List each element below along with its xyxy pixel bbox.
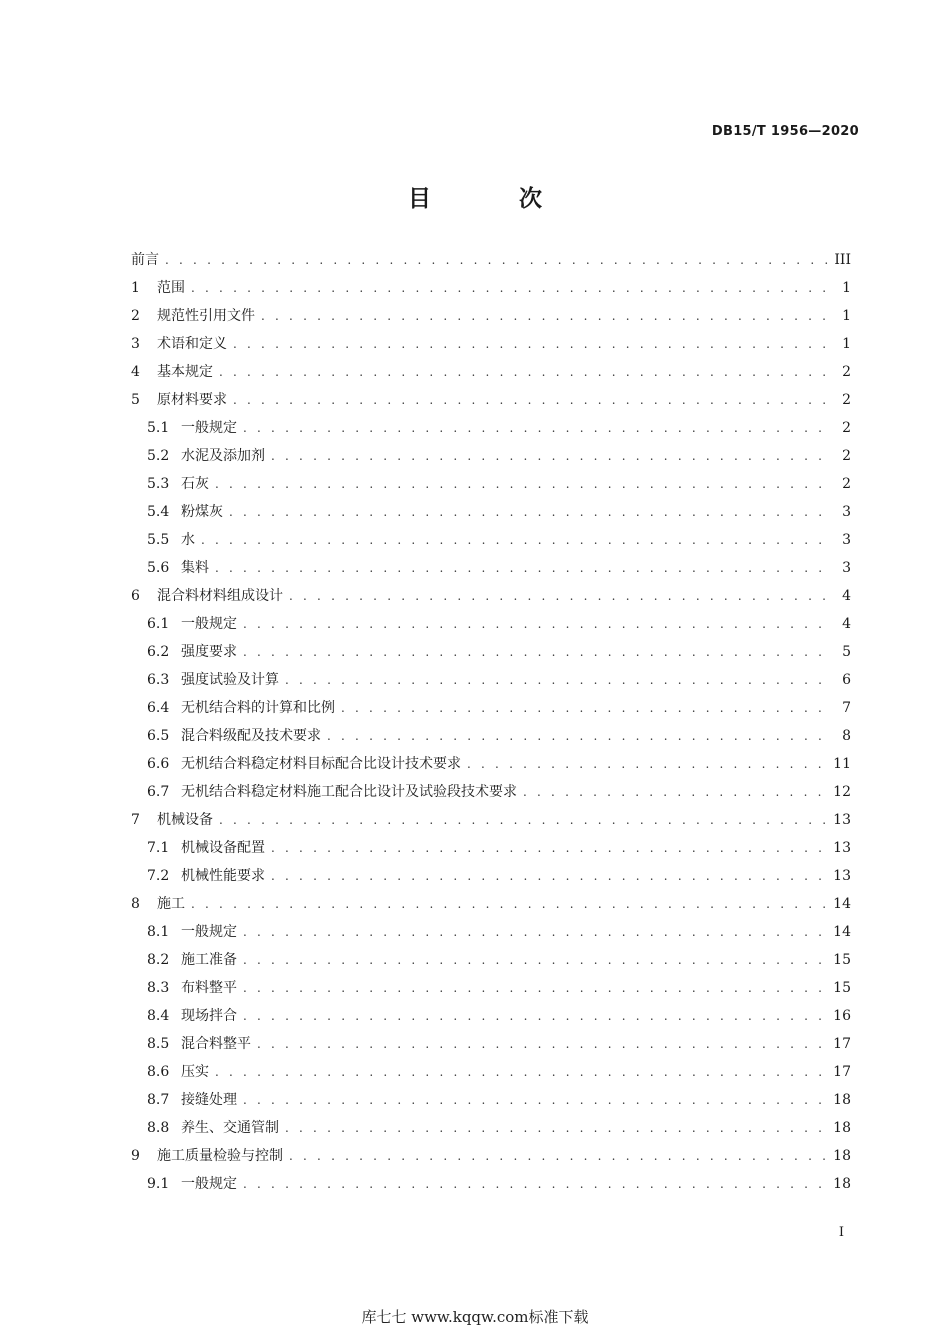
toc-entry-page: 2: [842, 392, 851, 408]
toc-entry[interactable]: [131, 442, 851, 470]
toc-entry[interactable]: [131, 694, 851, 722]
toc-entry-page: 12: [833, 784, 851, 800]
toc-entry-number: 5.4: [147, 504, 170, 520]
toc-entry-title: 规范性引用文件: [157, 308, 255, 324]
toc-leader-dots: [215, 1058, 827, 1086]
toc-entry-page: 1: [842, 280, 851, 296]
toc-leader-dots: [243, 1002, 827, 1030]
toc-entry-page: 1: [842, 308, 851, 324]
toc-entry-page: 18: [833, 1176, 851, 1192]
toc-entry-number: 6.4: [147, 700, 170, 716]
toc-entry[interactable]: [131, 890, 851, 918]
toc-entry-number: 5.6: [147, 560, 170, 576]
toc-entry-title: 接缝处理: [181, 1092, 237, 1108]
toc-entry[interactable]: [131, 302, 851, 330]
toc-entry[interactable]: [131, 610, 851, 638]
toc-leader-dots: [215, 554, 831, 582]
toc-entry[interactable]: [131, 638, 851, 666]
toc-entry[interactable]: [131, 666, 851, 694]
toc-entry-title: 无机结合料稳定材料目标配合比设计技术要求: [181, 756, 461, 772]
toc-entry-page: 7: [842, 700, 851, 716]
toc-entry[interactable]: [131, 778, 851, 806]
toc-entry[interactable]: [131, 1058, 851, 1086]
toc-entry-page: 3: [842, 560, 851, 576]
toc-entry[interactable]: [131, 1030, 851, 1058]
toc-entry-page: 4: [842, 588, 851, 604]
toc-entry-page: 14: [833, 896, 851, 912]
toc-entry-page: 6: [842, 672, 851, 688]
toc-entry-title: 术语和定义: [157, 336, 227, 352]
toc-entry-number: 5.1: [147, 420, 170, 436]
toc-entry-number: 8.2: [147, 952, 170, 968]
toc-leader-dots: [289, 582, 831, 610]
toc-entry-number: 8.8: [147, 1120, 170, 1136]
toc-entry[interactable]: [131, 330, 851, 358]
toc-entry-number: 8: [131, 896, 140, 912]
toc-entry-page: 4: [842, 616, 851, 632]
toc-entry-title: 水: [181, 532, 195, 548]
toc-entry[interactable]: [131, 974, 851, 1002]
toc-leader-dots: [243, 974, 827, 1002]
toc-leader-dots: [243, 414, 831, 442]
toc-entry-number: 7.1: [147, 840, 170, 856]
toc-leader-dots: [229, 498, 831, 526]
toc-entry[interactable]: [131, 582, 851, 610]
toc-entry-title: 强度试验及计算: [181, 672, 279, 688]
toc-entry-page: 8: [842, 728, 851, 744]
toc-leader-dots: [219, 358, 831, 386]
toc-entry-title: 混合料材料组成设计: [157, 588, 283, 604]
toc-entry-title: 一般规定: [181, 616, 237, 632]
toc-entry-page: 14: [833, 924, 851, 940]
toc-entry-number: 9.1: [147, 1176, 170, 1192]
toc-entry-number: 8.7: [147, 1092, 170, 1108]
toc-entry-page: 13: [833, 868, 851, 884]
toc-entry-number: 5: [131, 392, 140, 408]
toc-entry-title: 集料: [181, 560, 209, 576]
toc-leader-dots: [243, 1170, 827, 1198]
toc-entry-number: 6.6: [147, 756, 170, 772]
toc-entry-title: 机械设备: [157, 812, 213, 828]
toc-entry[interactable]: [131, 498, 851, 526]
toc-leader-dots: [165, 246, 828, 274]
toc-entry-title: 混合料整平: [181, 1036, 251, 1052]
toc-leader-dots: [191, 890, 827, 918]
toc-entry[interactable]: [131, 274, 851, 302]
toc-entry-number: 6.7: [147, 784, 170, 800]
toc-entry-title: 压实: [181, 1064, 209, 1080]
toc-entry[interactable]: [131, 1114, 851, 1142]
toc-entry[interactable]: [131, 1086, 851, 1114]
toc-entry-page: 3: [842, 532, 851, 548]
table-of-contents: [131, 246, 851, 1198]
toc-entry[interactable]: [131, 1142, 851, 1170]
toc-leader-dots: [341, 694, 831, 722]
toc-entry-page: 5: [842, 644, 851, 660]
toc-leader-dots: [467, 750, 827, 778]
toc-entry-title: 石灰: [181, 476, 209, 492]
toc-leader-dots: [191, 274, 831, 302]
toc-entry-title: 范围: [157, 280, 185, 296]
toc-entry-number: 6.3: [147, 672, 170, 688]
watermark-text: 库七七 www.kqqw.com标准下载: [361, 1308, 589, 1326]
toc-entry-number: 1: [131, 280, 140, 296]
toc-entry-number: 6.1: [147, 616, 170, 632]
toc-leader-dots: [201, 526, 831, 554]
toc-entry[interactable]: [131, 358, 851, 386]
page-number: I: [838, 1225, 844, 1240]
toc-entry-title: 一般规定: [181, 924, 237, 940]
toc-leader-dots: [243, 1086, 827, 1114]
toc-entry-page: 18: [833, 1148, 851, 1164]
toc-leader-dots: [261, 302, 831, 330]
toc-entry-number: 5.5: [147, 532, 170, 548]
toc-entry-page: 2: [842, 476, 851, 492]
toc-entry-page: 13: [833, 812, 851, 828]
toc-entry[interactable]: [131, 1170, 851, 1198]
toc-leader-dots: [327, 722, 831, 750]
toc-leader-dots: [257, 1030, 827, 1058]
toc-entry[interactable]: [131, 834, 851, 862]
toc-entry[interactable]: [131, 246, 851, 274]
toc-entry-page: 13: [833, 840, 851, 856]
document-code: DB15/T 1956—2020: [711, 124, 859, 139]
toc-entry-number: 6.5: [147, 728, 170, 744]
toc-entry[interactable]: [131, 946, 851, 974]
toc-leader-dots: [243, 638, 831, 666]
toc-entry-number: 8.3: [147, 980, 170, 996]
toc-leader-dots: [285, 1114, 827, 1142]
toc-entry[interactable]: [131, 750, 851, 778]
toc-entry-page: 1: [842, 336, 851, 352]
toc-leader-dots: [233, 330, 831, 358]
toc-entry-page: 11: [833, 756, 851, 772]
toc-entry-number: 7: [131, 812, 140, 828]
toc-entry-number: 2: [131, 308, 140, 324]
toc-leader-dots: [233, 386, 831, 414]
toc-entry-title: 现场拌合: [181, 1008, 237, 1024]
toc-entry-number: 6: [131, 588, 140, 604]
toc-entry-page: 15: [833, 980, 851, 996]
toc-entry-title: 原材料要求: [157, 392, 227, 408]
toc-entry-page: 15: [833, 952, 851, 968]
toc-entry-page: 2: [842, 448, 851, 464]
toc-entry-title: 混合料级配及技术要求: [181, 728, 321, 744]
toc-entry-number: 6.2: [147, 644, 170, 660]
toc-entry[interactable]: [131, 722, 851, 750]
toc-entry-page: 16: [833, 1008, 851, 1024]
toc-leader-dots: [243, 610, 831, 638]
toc-entry[interactable]: [131, 526, 851, 554]
toc-entry-title: 施工准备: [181, 952, 237, 968]
toc-leader-dots: [523, 778, 827, 806]
toc-leader-dots: [289, 1142, 827, 1170]
toc-leader-dots: [271, 862, 827, 890]
toc-entry[interactable]: [131, 806, 851, 834]
toc-entry-page: 17: [833, 1036, 851, 1052]
toc-entry-number: 4: [131, 364, 140, 380]
toc-entry-title: 机械性能要求: [181, 868, 265, 884]
toc-leader-dots: [243, 946, 827, 974]
toc-entry-title: 施工: [157, 896, 185, 912]
toc-entry[interactable]: [131, 918, 851, 946]
toc-entry-page: III: [834, 252, 851, 268]
toc-entry-title: 养生、交通管制: [181, 1120, 279, 1136]
toc-entry-page: 3: [842, 504, 851, 520]
toc-entry-number: 5.3: [147, 476, 170, 492]
toc-entry-title: 无机结合料稳定材料施工配合比设计及试验段技术要求: [181, 784, 517, 800]
toc-entry-title: 强度要求: [181, 644, 237, 660]
toc-entry[interactable]: [131, 470, 851, 498]
toc-entry[interactable]: [131, 1002, 851, 1030]
toc-entry[interactable]: [131, 862, 851, 890]
toc-entry-title: 粉煤灰: [181, 504, 223, 520]
toc-entry-number: 9: [131, 1148, 140, 1164]
toc-entry[interactable]: [131, 386, 851, 414]
toc-entry-number: 8.4: [147, 1008, 170, 1024]
toc-entry-page: 2: [842, 364, 851, 380]
toc-entry-title: 机械设备配置: [181, 840, 265, 856]
toc-leader-dots: [215, 470, 831, 498]
toc-entry-page: 2: [842, 420, 851, 436]
toc-entry-number: 3: [131, 336, 140, 352]
toc-entry-title: 施工质量检验与控制: [157, 1148, 283, 1164]
toc-entry-page: 18: [833, 1120, 851, 1136]
toc-entry-number: 7.2: [147, 868, 170, 884]
toc-entry-number: 5.2: [147, 448, 170, 464]
toc-entry-title: 基本规定: [157, 364, 213, 380]
toc-leader-dots: [285, 666, 831, 694]
toc-entry-page: 18: [833, 1092, 851, 1108]
toc-leader-dots: [271, 834, 827, 862]
toc-entry-title: 布料整平: [181, 980, 237, 996]
toc-entry[interactable]: [131, 414, 851, 442]
page-title: 目 次: [407, 186, 582, 212]
toc-entry-title: 一般规定: [181, 1176, 237, 1192]
toc-entry-number: 8.6: [147, 1064, 170, 1080]
toc-leader-dots: [243, 918, 827, 946]
toc-leader-dots: [271, 442, 831, 470]
toc-entry-number: 8.1: [147, 924, 170, 940]
toc-entry-title: 无机结合料的计算和比例: [181, 700, 335, 716]
toc-leader-dots: [219, 806, 827, 834]
toc-entry-title: 一般规定: [181, 420, 237, 436]
toc-entry-number: 8.5: [147, 1036, 170, 1052]
toc-entry-page: 17: [833, 1064, 851, 1080]
toc-entry[interactable]: [131, 554, 851, 582]
toc-entry-title: 前言: [131, 252, 159, 268]
toc-entry-title: 水泥及添加剂: [181, 448, 265, 464]
